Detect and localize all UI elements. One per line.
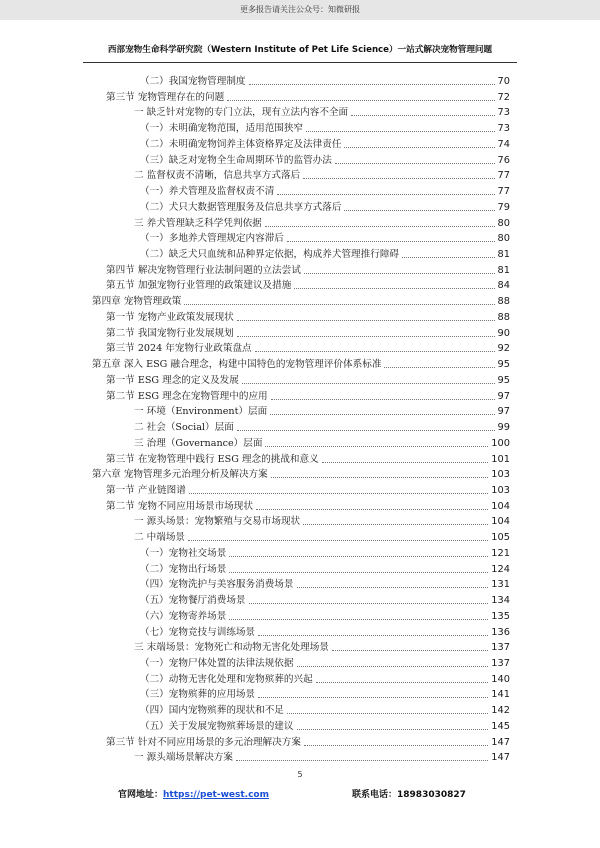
toc-entry-page: 134 bbox=[491, 595, 510, 607]
toc-entry-page: 70 bbox=[497, 76, 510, 87]
toc-entry-title: （三）宠物殡葬的应用场景 bbox=[140, 689, 256, 701]
footer-phone-label: 联系电话： bbox=[352, 790, 398, 800]
toc-leader-dots bbox=[189, 493, 488, 494]
toc-leader-dots bbox=[188, 540, 488, 541]
toc-entry-page: 147 bbox=[491, 752, 510, 764]
toc-entry[interactable] bbox=[134, 402, 510, 418]
toc-entry[interactable] bbox=[140, 623, 510, 639]
toc-entry-title: （五）宠物餐厅消费场景 bbox=[140, 595, 246, 607]
toc-leader-dots bbox=[229, 572, 488, 573]
toc-leader-dots bbox=[287, 713, 488, 714]
toc-entry-title: 第一节 ESG 理念的定义及发展 bbox=[106, 374, 239, 386]
toc-entry-page: 81 bbox=[497, 249, 510, 261]
toc-leader-dots bbox=[184, 304, 494, 305]
toc-entry-page: 77 bbox=[497, 170, 510, 182]
toc-entry[interactable] bbox=[134, 638, 510, 654]
toc-entry-page: 105 bbox=[491, 532, 510, 544]
toc-entry-title: 三 治理（Governance）层面 bbox=[134, 437, 263, 449]
toc-entry-page: 104 bbox=[491, 516, 510, 528]
toc-leader-dots bbox=[229, 619, 488, 620]
toc-entry-page: 80 bbox=[497, 217, 510, 229]
toc-leader-dots bbox=[384, 367, 494, 368]
toc-entry[interactable] bbox=[106, 261, 510, 277]
toc-leader-dots bbox=[304, 745, 488, 746]
toc-entry[interactable] bbox=[106, 308, 510, 324]
toc-entry[interactable] bbox=[134, 748, 510, 764]
toc-entry-title: 第一节 宠物产业政策发展现状 bbox=[106, 311, 234, 323]
toc-entry-page: 79 bbox=[497, 201, 510, 213]
toc-entry-title: 第一节 产业链图谱 bbox=[106, 484, 186, 496]
toc-entry-page: 90 bbox=[497, 327, 510, 339]
toc-entry-title: （七）宠物竞技与训练场景 bbox=[140, 626, 256, 638]
toc-entry-title: （三）缺乏对宠物全生命周期环节的监管办法 bbox=[140, 154, 332, 166]
toc-entry[interactable] bbox=[106, 88, 510, 104]
toc-leader-dots bbox=[322, 462, 489, 463]
toc-entry-page: 88 bbox=[497, 311, 510, 323]
toc-entry-title: （二）缺乏犬只血统和品种界定依据，构成养犬管理推行障碍 bbox=[140, 249, 400, 261]
header-divider bbox=[83, 62, 517, 63]
toc-entry[interactable] bbox=[106, 276, 510, 292]
toc-leader-dots bbox=[297, 587, 489, 588]
toc-leader-dots bbox=[351, 115, 494, 116]
toc-entry-title: 一 缺乏针对宠物的专门立法，现有立法内容不全面 bbox=[134, 107, 349, 119]
toc-entry-title: 第四章 宠物管理政策 bbox=[92, 296, 182, 308]
toc-entry[interactable] bbox=[92, 465, 510, 481]
toc-entry-page: 73 bbox=[497, 107, 510, 119]
toc-entry[interactable] bbox=[134, 528, 510, 544]
toc-entry-title: 三 末端场景：宠物死亡和动物无害化处理场景 bbox=[134, 642, 329, 654]
toc-entry[interactable] bbox=[140, 245, 510, 261]
toc-entry[interactable] bbox=[92, 292, 510, 308]
toc-entry[interactable] bbox=[140, 560, 510, 576]
toc-entry[interactable] bbox=[134, 103, 510, 119]
toc-entry[interactable] bbox=[140, 229, 510, 245]
toc-entry[interactable] bbox=[140, 198, 510, 214]
toc-entry[interactable] bbox=[106, 324, 510, 340]
toc-entry-page: 97 bbox=[497, 406, 510, 418]
toc-entry[interactable] bbox=[134, 512, 510, 528]
toc-entry-page: 77 bbox=[497, 186, 510, 198]
toc-entry-page: 147 bbox=[491, 736, 510, 748]
toc-entry[interactable] bbox=[140, 72, 510, 88]
toc-leader-dots bbox=[265, 226, 495, 227]
toc-leader-dots bbox=[277, 194, 494, 195]
toc-leader-dots bbox=[297, 729, 489, 730]
toc-entry[interactable] bbox=[92, 355, 510, 371]
toc-entry[interactable] bbox=[134, 214, 510, 230]
toc-entry-title: 一 源头场景：宠物繁殖与交易市场现状 bbox=[134, 516, 301, 528]
toc-leader-dots bbox=[256, 509, 488, 510]
toc-leader-dots bbox=[229, 556, 488, 557]
toc-entry-title: 第二节 ESG 理念在宠物管理中的应用 bbox=[106, 390, 268, 402]
toc-entry-page: 99 bbox=[497, 422, 510, 434]
toc-entry-page: 131 bbox=[491, 579, 510, 591]
toc-entry[interactable] bbox=[106, 339, 510, 355]
toc-entry[interactable] bbox=[134, 418, 510, 434]
toc-leader-dots bbox=[270, 414, 494, 415]
toc-entry-title: 一 环境（Environment）层面 bbox=[134, 406, 268, 418]
footer-website-label: 官网地址： bbox=[118, 790, 164, 800]
toc-entry-title: 第三节 针对不同应用场景的多元治理解决方案 bbox=[106, 736, 301, 748]
toc-entry-page: 97 bbox=[497, 390, 510, 402]
toc-entry[interactable] bbox=[140, 119, 510, 135]
toc-entry[interactable] bbox=[140, 135, 510, 151]
toc-leader-dots bbox=[258, 635, 488, 636]
toc-entry[interactable] bbox=[106, 450, 510, 466]
toc-entry-title: （二）犬只大数据管理服务及信息共享方式落后 bbox=[140, 201, 342, 213]
toc-leader-dots bbox=[249, 84, 495, 85]
toc-entry-title: （六）宠物寄养场景 bbox=[140, 610, 227, 622]
toc-entry-title: 第五章 深入 ESG 融合理念，构建中国特色的宠物管理评价体系标准 bbox=[92, 359, 382, 371]
toc-entry-title: （五）关于发展宠物殡葬场景的建议 bbox=[140, 720, 294, 732]
toc-leader-dots bbox=[316, 682, 489, 683]
toc-entry[interactable] bbox=[140, 575, 510, 591]
toc-entry-title: 二 社会（Social）层面 bbox=[134, 422, 234, 434]
toc-entry-title: （二）未明确宠物饲养主体资格界定及法律责任 bbox=[140, 138, 342, 150]
toc-leader-dots bbox=[294, 288, 494, 289]
toc-entry-page: 84 bbox=[497, 280, 510, 292]
toc-entry-page: 103 bbox=[491, 469, 510, 481]
toc-leader-dots bbox=[335, 163, 495, 164]
toc-entry-page: 137 bbox=[491, 658, 510, 669]
toc-entry-title: 第三节 2024 年宠物行业政策盘点 bbox=[106, 343, 252, 355]
toc-entry-page: 141 bbox=[491, 689, 510, 701]
toc-entry[interactable] bbox=[106, 371, 510, 387]
toc-leader-dots bbox=[258, 697, 488, 698]
toc-entry-page: 95 bbox=[497, 374, 510, 386]
toc-entry[interactable] bbox=[140, 670, 510, 686]
toc-entry-page: 73 bbox=[497, 123, 510, 135]
toc-entry-title: （一）宠物社交场景 bbox=[140, 547, 227, 559]
toc-leader-dots bbox=[297, 666, 489, 667]
toc-entry-title: 第三节 在宠物管理中践行 ESG 理念的挑战和意义 bbox=[106, 453, 319, 465]
toc-entry-title: 第六章 宠物管理多元治理分析及解决方案 bbox=[92, 469, 268, 481]
toc-entry-title: （一）宠物尸体处置的法律法规依据 bbox=[140, 658, 294, 669]
toc-entry-title: （二）我国宠物管理制度 bbox=[140, 76, 246, 87]
toc-entry-title: 第三节 宠物管理存在的问题 bbox=[106, 91, 225, 103]
toc-entry[interactable] bbox=[140, 591, 510, 607]
toc-entry[interactable] bbox=[134, 434, 510, 450]
toc-entry-page: 124 bbox=[491, 563, 510, 575]
toc-leader-dots bbox=[332, 650, 488, 651]
toc-entry-title: （四）宠物洗护与美容服务消费场景 bbox=[140, 579, 294, 591]
toc-entry-page: 76 bbox=[497, 154, 510, 166]
toc-entry-title: 二 中端场景 bbox=[134, 532, 186, 544]
toc-leader-dots bbox=[237, 320, 495, 321]
toc-leader-dots bbox=[271, 477, 489, 478]
toc-entry-title: （一）多地养犬管理规定内容滞后 bbox=[140, 233, 284, 245]
toc-entry-page: 104 bbox=[491, 500, 510, 512]
toc-leader-dots bbox=[344, 210, 494, 211]
top-banner: 更多报告请关注公众号：知微研报 bbox=[0, 0, 600, 20]
toc-entry-title: 第五节 加强宠物行业管理的政策建议及措施 bbox=[106, 280, 292, 292]
toc-entry-title: 第二节 我国宠物行业发展规划 bbox=[106, 327, 234, 339]
toc-leader-dots bbox=[249, 603, 489, 604]
toc-entry-title: 第四节 解决宠物管理行业法制问题的立法尝试 bbox=[106, 264, 301, 276]
toc-entry[interactable] bbox=[140, 182, 510, 198]
toc-entry-page: 72 bbox=[497, 91, 510, 103]
toc-entry-page: 140 bbox=[491, 673, 510, 685]
toc-entry-title: 一 源头端场景解决方案 bbox=[134, 752, 233, 764]
page-header: 西部宠物生命科学研究院（Western Institute of Pet Life Science）一站式解决宠物管理问题 bbox=[107, 45, 493, 55]
toc-entry-page: 136 bbox=[491, 626, 510, 638]
toc-leader-dots bbox=[242, 383, 495, 384]
toc-leader-dots bbox=[402, 257, 495, 258]
toc-leader-dots bbox=[237, 336, 495, 337]
toc-entry-page: 80 bbox=[497, 233, 510, 245]
toc-entry[interactable] bbox=[134, 166, 510, 182]
toc-entry[interactable] bbox=[106, 497, 510, 513]
toc-entry-page: 95 bbox=[497, 359, 510, 371]
toc-entry[interactable] bbox=[140, 544, 510, 560]
toc-leader-dots bbox=[304, 273, 495, 274]
toc-leader-dots bbox=[237, 430, 495, 431]
footer-website bbox=[118, 787, 269, 800]
toc-leader-dots bbox=[303, 178, 494, 179]
toc-entry-page: 121 bbox=[491, 547, 510, 559]
toc-leader-dots bbox=[303, 524, 488, 525]
toc-entry-page: 142 bbox=[491, 705, 510, 717]
toc-entry[interactable] bbox=[140, 717, 510, 733]
toc-entry-page: 137 bbox=[491, 642, 510, 654]
toc-entry[interactable] bbox=[106, 387, 510, 403]
toc-entry[interactable] bbox=[140, 685, 510, 701]
toc-entry-page: 135 bbox=[491, 610, 510, 622]
toc-leader-dots bbox=[344, 147, 494, 148]
footer-website-link[interactable]: https://pet-west.com bbox=[163, 790, 269, 800]
toc-entry-title: （一）未明确宠物范围，适用范围狭窄 bbox=[140, 123, 304, 135]
toc-entry-page: 81 bbox=[497, 264, 510, 276]
toc-leader-dots bbox=[255, 351, 495, 352]
toc-entry[interactable] bbox=[140, 701, 510, 717]
toc-entry-page: 88 bbox=[497, 296, 510, 308]
toc-entry[interactable] bbox=[106, 481, 510, 497]
footer-phone bbox=[352, 787, 466, 800]
footer-phone-number: 18983030827 bbox=[397, 790, 466, 800]
toc-leader-dots bbox=[227, 100, 494, 101]
toc-entry-title: （一）养犬管理及监督权责不清 bbox=[140, 186, 275, 198]
page-number: 5 bbox=[297, 770, 303, 779]
toc-entry-page: 74 bbox=[497, 138, 510, 150]
toc-leader-dots bbox=[287, 241, 495, 242]
toc-entry-title: 二 监督权责不清晰，信息共享方式落后 bbox=[134, 170, 301, 182]
toc-entry[interactable] bbox=[140, 654, 510, 670]
toc-entry-title: （四）国内宠物殡葬的现状和不足 bbox=[140, 705, 284, 717]
toc-entry[interactable] bbox=[140, 607, 510, 623]
toc-leader-dots bbox=[236, 760, 488, 761]
toc-leader-dots bbox=[271, 399, 495, 400]
toc-entry-page: 103 bbox=[491, 484, 510, 496]
toc-entry-page: 101 bbox=[491, 453, 510, 465]
toc-leader-dots bbox=[306, 131, 494, 132]
toc-entry[interactable] bbox=[140, 151, 510, 167]
toc-entry-title: （二）动物无害化处理和宠物殡葬的兴起 bbox=[140, 673, 313, 685]
toc-entry-title: 三 养犬管理缺乏科学凭判依据 bbox=[134, 217, 262, 229]
toc-entry[interactable] bbox=[106, 733, 510, 749]
toc-entry-page: 100 bbox=[491, 437, 510, 449]
toc-entry-title: 第二节 宠物不同应用场景市场现状 bbox=[106, 500, 253, 512]
toc-leader-dots bbox=[265, 446, 488, 447]
toc-entry-page: 145 bbox=[491, 720, 510, 732]
toc-entry-page: 92 bbox=[497, 343, 510, 355]
toc-entry-title: （二）宠物出行场景 bbox=[140, 563, 227, 575]
